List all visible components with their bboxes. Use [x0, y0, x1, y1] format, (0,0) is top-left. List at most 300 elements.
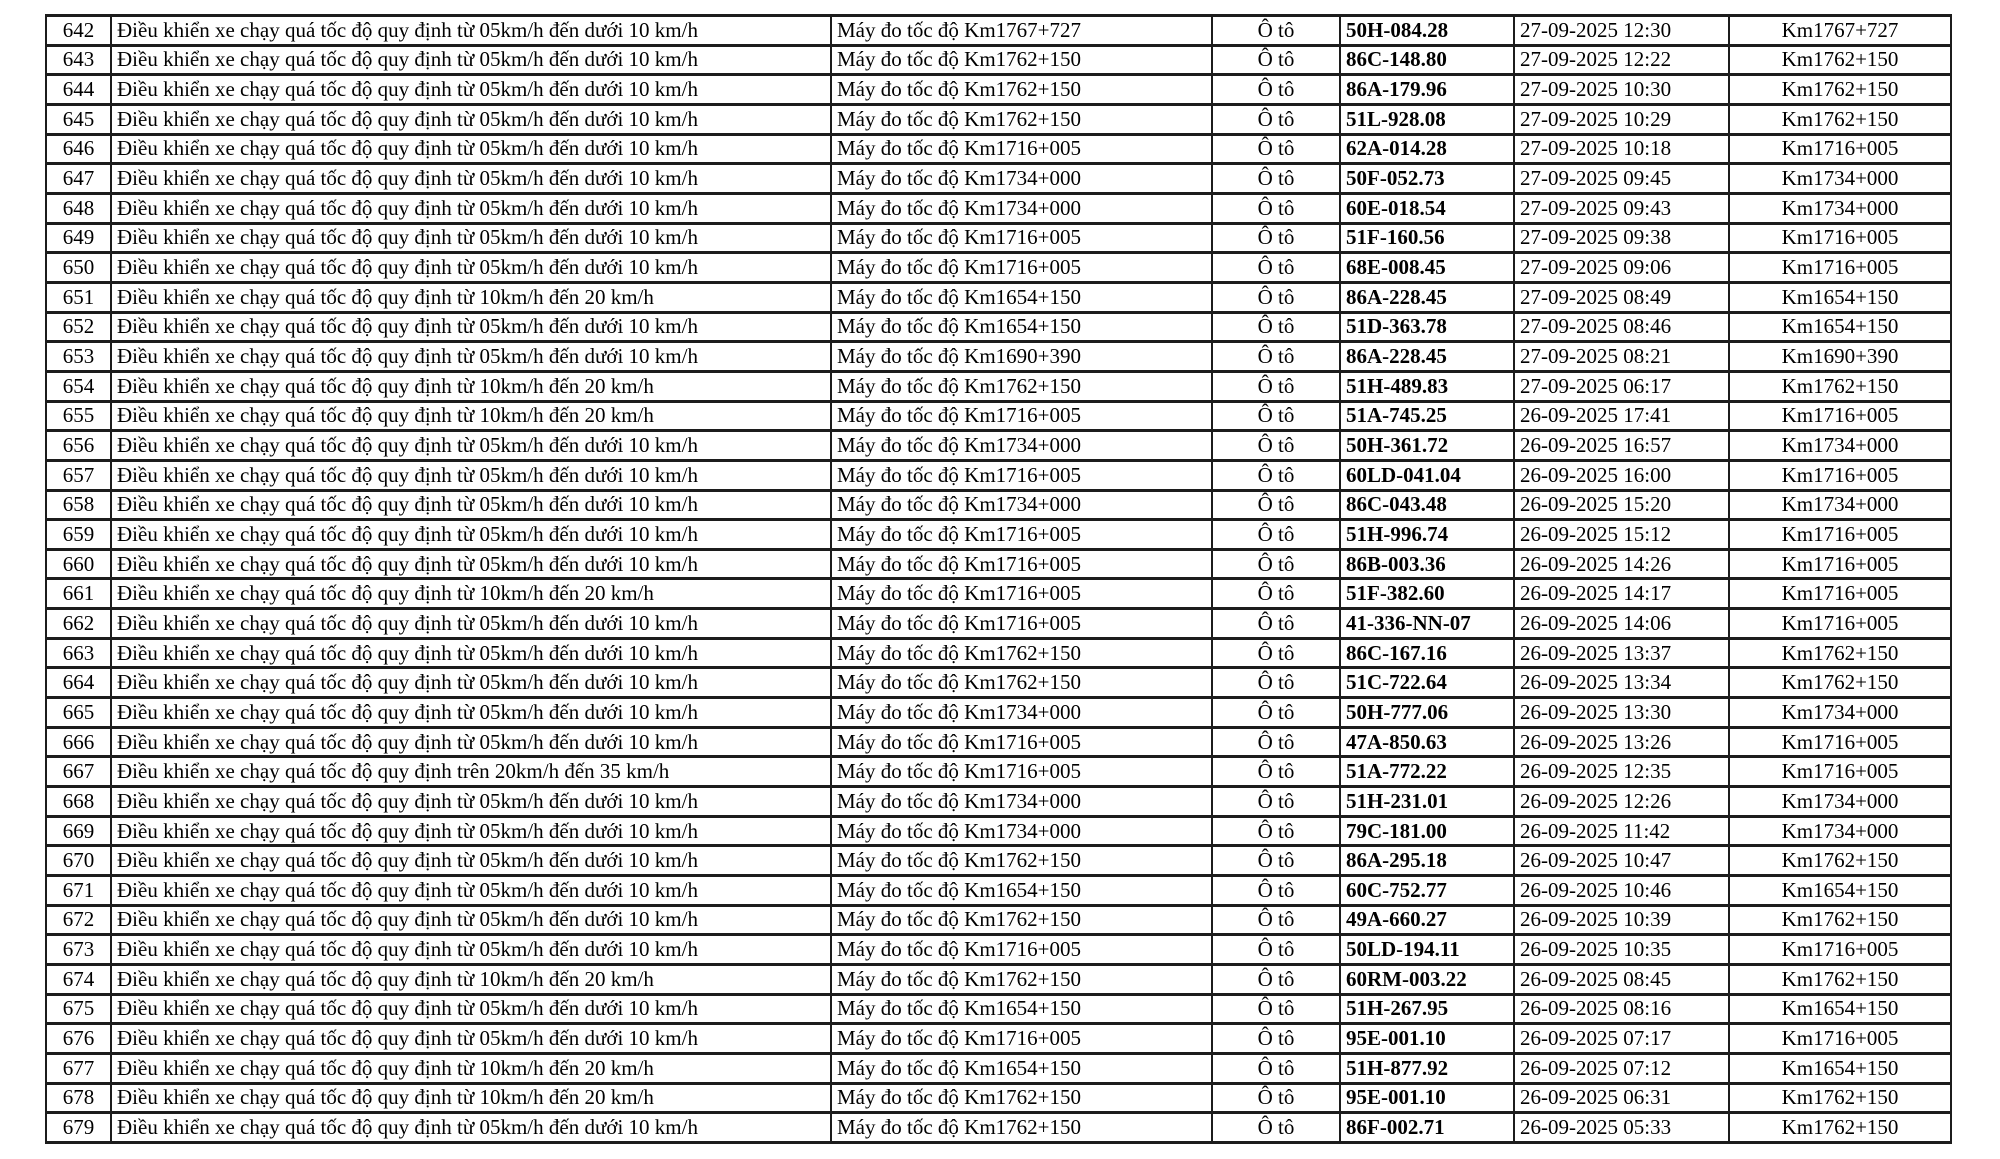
license-plate-cell: 51H-877.92 — [1340, 1053, 1514, 1083]
vehicle-type-cell: Ô tô — [1212, 520, 1340, 550]
location-cell: Km1716+005 — [1729, 579, 1951, 609]
table-row — [46, 698, 1951, 728]
violation-cell: Điều khiển xe chạy quá tốc độ quy định từ 05km/h đến dưới 10 km/h — [111, 935, 831, 965]
license-plate-cell: 51F-160.56 — [1340, 223, 1514, 253]
vehicle-type-cell: Ô tô — [1212, 1053, 1340, 1083]
datetime-cell: 26-09-2025 10:39 — [1514, 905, 1729, 935]
device-cell: Máy đo tốc độ Km1716+005 — [831, 520, 1212, 550]
violation-cell: Điều khiển xe chạy quá tốc độ quy định từ 05km/h đến dưới 10 km/h — [111, 698, 831, 728]
row-number-cell: 660 — [46, 549, 111, 579]
vehicle-type-cell: Ô tô — [1212, 965, 1340, 995]
location-cell: Km1762+150 — [1729, 104, 1951, 134]
device-cell: Máy đo tốc độ Km1716+005 — [831, 935, 1212, 965]
vehicle-type-cell: Ô tô — [1212, 816, 1340, 846]
device-cell: Máy đo tốc độ Km1762+150 — [831, 371, 1212, 401]
vehicle-type-cell: Ô tô — [1212, 846, 1340, 876]
vehicle-type-cell: Ô tô — [1212, 1113, 1340, 1143]
location-cell: Km1654+150 — [1729, 994, 1951, 1024]
device-cell: Máy đo tốc độ Km1762+150 — [831, 905, 1212, 935]
table-row — [46, 579, 1951, 609]
license-plate-cell: 50H-361.72 — [1340, 431, 1514, 461]
device-cell: Máy đo tốc độ Km1654+150 — [831, 282, 1212, 312]
license-plate-cell: 86A-228.45 — [1340, 282, 1514, 312]
device-cell: Máy đo tốc độ Km1716+005 — [831, 134, 1212, 164]
row-number-cell: 659 — [46, 520, 111, 550]
violation-cell: Điều khiển xe chạy quá tốc độ quy định từ 05km/h đến dưới 10 km/h — [111, 431, 831, 461]
datetime-cell: 26-09-2025 14:17 — [1514, 579, 1729, 609]
vehicle-type-cell: Ô tô — [1212, 490, 1340, 520]
datetime-cell: 27-09-2025 08:46 — [1514, 312, 1729, 342]
table-row — [46, 282, 1951, 312]
location-cell: Km1762+150 — [1729, 638, 1951, 668]
violation-cell: Điều khiển xe chạy quá tốc độ quy định từ 05km/h đến dưới 10 km/h — [111, 342, 831, 372]
vehicle-type-cell: Ô tô — [1212, 876, 1340, 906]
license-plate-cell: 95E-001.10 — [1340, 1024, 1514, 1054]
table-row — [46, 787, 1951, 817]
violation-cell: Điều khiển xe chạy quá tốc độ quy định từ 05km/h đến dưới 10 km/h — [111, 668, 831, 698]
row-number-cell: 678 — [46, 1083, 111, 1113]
license-plate-cell: 51H-231.01 — [1340, 787, 1514, 817]
license-plate-cell: 68E-008.45 — [1340, 253, 1514, 283]
location-cell: Km1654+150 — [1729, 312, 1951, 342]
table-row — [46, 994, 1951, 1024]
row-number-cell: 664 — [46, 668, 111, 698]
row-number-cell: 668 — [46, 787, 111, 817]
row-number-cell: 649 — [46, 223, 111, 253]
violation-cell: Điều khiển xe chạy quá tốc độ quy định từ 05km/h đến dưới 10 km/h — [111, 609, 831, 639]
table-row — [46, 609, 1951, 639]
violation-cell: Điều khiển xe chạy quá tốc độ quy định từ 10km/h đến 20 km/h — [111, 1083, 831, 1113]
datetime-cell: 26-09-2025 10:47 — [1514, 846, 1729, 876]
datetime-cell: 26-09-2025 16:00 — [1514, 460, 1729, 490]
device-cell: Máy đo tốc độ Km1716+005 — [831, 579, 1212, 609]
license-plate-cell: 51H-489.83 — [1340, 371, 1514, 401]
location-cell: Km1716+005 — [1729, 134, 1951, 164]
device-cell: Máy đo tốc độ Km1734+000 — [831, 431, 1212, 461]
table-row — [46, 16, 1951, 46]
device-cell: Máy đo tốc độ Km1734+000 — [831, 698, 1212, 728]
license-plate-cell: 51L-928.08 — [1340, 104, 1514, 134]
row-number-cell: 670 — [46, 846, 111, 876]
table-row — [46, 75, 1951, 105]
location-cell: Km1654+150 — [1729, 282, 1951, 312]
device-cell: Máy đo tốc độ Km1716+005 — [831, 757, 1212, 787]
violation-cell: Điều khiển xe chạy quá tốc độ quy định từ 05km/h đến dưới 10 km/h — [111, 193, 831, 223]
vehicle-type-cell: Ô tô — [1212, 579, 1340, 609]
datetime-cell: 27-09-2025 12:30 — [1514, 16, 1729, 46]
row-number-cell: 667 — [46, 757, 111, 787]
vehicle-type-cell: Ô tô — [1212, 757, 1340, 787]
table-row — [46, 668, 1951, 698]
device-cell: Máy đo tốc độ Km1654+150 — [831, 876, 1212, 906]
table-row — [46, 134, 1951, 164]
license-plate-cell: 86B-003.36 — [1340, 549, 1514, 579]
license-plate-cell: 50F-052.73 — [1340, 164, 1514, 194]
datetime-cell: 26-09-2025 12:35 — [1514, 757, 1729, 787]
row-number-cell: 662 — [46, 609, 111, 639]
device-cell: Máy đo tốc độ Km1716+005 — [831, 549, 1212, 579]
violation-cell: Điều khiển xe chạy quá tốc độ quy định từ 10km/h đến 20 km/h — [111, 965, 831, 995]
table-row — [46, 45, 1951, 75]
vehicle-type-cell: Ô tô — [1212, 787, 1340, 817]
license-plate-cell: 50H-777.06 — [1340, 698, 1514, 728]
row-number-cell: 654 — [46, 371, 111, 401]
row-number-cell: 655 — [46, 401, 111, 431]
datetime-cell: 27-09-2025 08:49 — [1514, 282, 1729, 312]
table-row — [46, 1083, 1951, 1113]
location-cell: Km1716+005 — [1729, 935, 1951, 965]
device-cell: Máy đo tốc độ Km1734+000 — [831, 816, 1212, 846]
license-plate-cell: 51H-267.95 — [1340, 994, 1514, 1024]
vehicle-type-cell: Ô tô — [1212, 342, 1340, 372]
location-cell: Km1734+000 — [1729, 698, 1951, 728]
device-cell: Máy đo tốc độ Km1734+000 — [831, 787, 1212, 817]
violation-cell: Điều khiển xe chạy quá tốc độ quy định từ 05km/h đến dưới 10 km/h — [111, 994, 831, 1024]
location-cell: Km1734+000 — [1729, 816, 1951, 846]
row-number-cell: 666 — [46, 727, 111, 757]
row-number-cell: 652 — [46, 312, 111, 342]
table-row — [46, 164, 1951, 194]
location-cell: Km1767+727 — [1729, 16, 1951, 46]
location-cell: Km1762+150 — [1729, 75, 1951, 105]
datetime-cell: 26-09-2025 13:34 — [1514, 668, 1729, 698]
datetime-cell: 27-09-2025 09:43 — [1514, 193, 1729, 223]
license-plate-cell: 47A-850.63 — [1340, 727, 1514, 757]
row-number-cell: 651 — [46, 282, 111, 312]
vehicle-type-cell: Ô tô — [1212, 16, 1340, 46]
location-cell: Km1734+000 — [1729, 431, 1951, 461]
license-plate-cell: 60E-018.54 — [1340, 193, 1514, 223]
datetime-cell: 26-09-2025 14:06 — [1514, 609, 1729, 639]
violation-cell: Điều khiển xe chạy quá tốc độ quy định từ 10km/h đến 20 km/h — [111, 401, 831, 431]
vehicle-type-cell: Ô tô — [1212, 75, 1340, 105]
license-plate-cell: 49A-660.27 — [1340, 905, 1514, 935]
vehicle-type-cell: Ô tô — [1212, 253, 1340, 283]
license-plate-cell: 51D-363.78 — [1340, 312, 1514, 342]
vehicle-type-cell: Ô tô — [1212, 282, 1340, 312]
vehicle-type-cell: Ô tô — [1212, 727, 1340, 757]
violation-cell: Điều khiển xe chạy quá tốc độ quy định từ 05km/h đến dưới 10 km/h — [111, 905, 831, 935]
license-plate-cell: 86F-002.71 — [1340, 1113, 1514, 1143]
location-cell: Km1762+150 — [1729, 45, 1951, 75]
violation-cell: Điều khiển xe chạy quá tốc độ quy định từ 05km/h đến dưới 10 km/h — [111, 846, 831, 876]
violation-cell: Điều khiển xe chạy quá tốc độ quy định từ 05km/h đến dưới 10 km/h — [111, 312, 831, 342]
violation-cell: Điều khiển xe chạy quá tốc độ quy định từ 05km/h đến dưới 10 km/h — [111, 1113, 831, 1143]
datetime-cell: 27-09-2025 10:29 — [1514, 104, 1729, 134]
location-cell: Km1734+000 — [1729, 193, 1951, 223]
violation-cell: Điều khiển xe chạy quá tốc độ quy định từ 05km/h đến dưới 10 km/h — [111, 549, 831, 579]
vehicle-type-cell: Ô tô — [1212, 193, 1340, 223]
datetime-cell: 26-09-2025 07:12 — [1514, 1053, 1729, 1083]
row-number-cell: 648 — [46, 193, 111, 223]
violation-cell: Điều khiển xe chạy quá tốc độ quy định từ 05km/h đến dưới 10 km/h — [111, 520, 831, 550]
location-cell: Km1762+150 — [1729, 371, 1951, 401]
device-cell: Máy đo tốc độ Km1690+390 — [831, 342, 1212, 372]
table-row — [46, 431, 1951, 461]
device-cell: Máy đo tốc độ Km1762+150 — [831, 638, 1212, 668]
device-cell: Máy đo tốc độ Km1654+150 — [831, 312, 1212, 342]
location-cell: Km1734+000 — [1729, 164, 1951, 194]
location-cell: Km1716+005 — [1729, 757, 1951, 787]
row-number-cell: 642 — [46, 16, 111, 46]
violation-cell: Điều khiển xe chạy quá tốc độ quy định từ 05km/h đến dưới 10 km/h — [111, 164, 831, 194]
license-plate-cell: 79C-181.00 — [1340, 816, 1514, 846]
violation-cell: Điều khiển xe chạy quá tốc độ quy định từ 05km/h đến dưới 10 km/h — [111, 45, 831, 75]
license-plate-cell: 51H-996.74 — [1340, 520, 1514, 550]
location-cell: Km1762+150 — [1729, 965, 1951, 995]
row-number-cell: 663 — [46, 638, 111, 668]
device-cell: Máy đo tốc độ Km1734+000 — [831, 490, 1212, 520]
device-cell: Máy đo tốc độ Km1716+005 — [831, 460, 1212, 490]
table-row — [46, 757, 1951, 787]
table-row — [46, 846, 1951, 876]
datetime-cell: 26-09-2025 16:57 — [1514, 431, 1729, 461]
device-cell: Máy đo tốc độ Km1762+150 — [831, 965, 1212, 995]
datetime-cell: 27-09-2025 06:17 — [1514, 371, 1729, 401]
vehicle-type-cell: Ô tô — [1212, 994, 1340, 1024]
table-row — [46, 905, 1951, 935]
violation-cell: Điều khiển xe chạy quá tốc độ quy định từ 05km/h đến dưới 10 km/h — [111, 16, 831, 46]
datetime-cell: 26-09-2025 11:42 — [1514, 816, 1729, 846]
vehicle-type-cell: Ô tô — [1212, 935, 1340, 965]
datetime-cell: 26-09-2025 15:20 — [1514, 490, 1729, 520]
device-cell: Máy đo tốc độ Km1716+005 — [831, 1024, 1212, 1054]
table-row — [46, 253, 1951, 283]
vehicle-type-cell: Ô tô — [1212, 223, 1340, 253]
row-number-cell: 672 — [46, 905, 111, 935]
device-cell: Máy đo tốc độ Km1654+150 — [831, 1053, 1212, 1083]
datetime-cell: 26-09-2025 15:12 — [1514, 520, 1729, 550]
license-plate-cell: 51A-745.25 — [1340, 401, 1514, 431]
location-cell: Km1762+150 — [1729, 905, 1951, 935]
device-cell: Máy đo tốc độ Km1762+150 — [831, 1113, 1212, 1143]
location-cell: Km1716+005 — [1729, 727, 1951, 757]
datetime-cell: 26-09-2025 08:16 — [1514, 994, 1729, 1024]
location-cell: Km1716+005 — [1729, 460, 1951, 490]
row-number-cell: 674 — [46, 965, 111, 995]
license-plate-cell: 60C-752.77 — [1340, 876, 1514, 906]
table-row — [46, 876, 1951, 906]
location-cell: Km1654+150 — [1729, 876, 1951, 906]
table-row — [46, 223, 1951, 253]
row-number-cell: 646 — [46, 134, 111, 164]
row-number-cell: 656 — [46, 431, 111, 461]
license-plate-cell: 41-336-NN-07 — [1340, 609, 1514, 639]
vehicle-type-cell: Ô tô — [1212, 371, 1340, 401]
violation-cell: Điều khiển xe chạy quá tốc độ quy định từ 10km/h đến 20 km/h — [111, 579, 831, 609]
violation-cell: Điều khiển xe chạy quá tốc độ quy định từ 05km/h đến dưới 10 km/h — [111, 727, 831, 757]
row-number-cell: 645 — [46, 104, 111, 134]
row-number-cell: 658 — [46, 490, 111, 520]
row-number-cell: 657 — [46, 460, 111, 490]
datetime-cell: 26-09-2025 14:26 — [1514, 549, 1729, 579]
device-cell: Máy đo tốc độ Km1716+005 — [831, 253, 1212, 283]
location-cell: Km1762+150 — [1729, 1113, 1951, 1143]
row-number-cell: 650 — [46, 253, 111, 283]
row-number-cell: 661 — [46, 579, 111, 609]
vehicle-type-cell: Ô tô — [1212, 638, 1340, 668]
datetime-cell: 26-09-2025 05:33 — [1514, 1113, 1729, 1143]
location-cell: Km1716+005 — [1729, 401, 1951, 431]
device-cell: Máy đo tốc độ Km1716+005 — [831, 401, 1212, 431]
vehicle-type-cell: Ô tô — [1212, 609, 1340, 639]
violation-cell: Điều khiển xe chạy quá tốc độ quy định trên 20km/h đến 35 km/h — [111, 757, 831, 787]
license-plate-cell: 51A-772.22 — [1340, 757, 1514, 787]
license-plate-cell: 51C-722.64 — [1340, 668, 1514, 698]
row-number-cell: 679 — [46, 1113, 111, 1143]
device-cell: Máy đo tốc độ Km1762+150 — [831, 45, 1212, 75]
row-number-cell: 676 — [46, 1024, 111, 1054]
license-plate-cell: 86A-295.18 — [1340, 846, 1514, 876]
location-cell: Km1762+150 — [1729, 1083, 1951, 1113]
violation-cell: Điều khiển xe chạy quá tốc độ quy định từ 10km/h đến 20 km/h — [111, 1053, 831, 1083]
violation-cell: Điều khiển xe chạy quá tốc độ quy định từ 10km/h đến 20 km/h — [111, 282, 831, 312]
vehicle-type-cell: Ô tô — [1212, 104, 1340, 134]
datetime-cell: 26-09-2025 08:45 — [1514, 965, 1729, 995]
row-number-cell: 673 — [46, 935, 111, 965]
table-row — [46, 727, 1951, 757]
violation-cell: Điều khiển xe chạy quá tốc độ quy định từ 05km/h đến dưới 10 km/h — [111, 253, 831, 283]
violation-cell: Điều khiển xe chạy quá tốc độ quy định từ 05km/h đến dưới 10 km/h — [111, 460, 831, 490]
table-row — [46, 401, 1951, 431]
row-number-cell: 677 — [46, 1053, 111, 1083]
license-plate-cell: 50LD-194.11 — [1340, 935, 1514, 965]
row-number-cell: 643 — [46, 45, 111, 75]
row-number-cell: 675 — [46, 994, 111, 1024]
table-row — [46, 1113, 1951, 1143]
datetime-cell: 26-09-2025 12:26 — [1514, 787, 1729, 817]
location-cell: Km1716+005 — [1729, 609, 1951, 639]
device-cell: Máy đo tốc độ Km1654+150 — [831, 994, 1212, 1024]
table-row — [46, 1024, 1951, 1054]
table-row — [46, 193, 1951, 223]
device-cell: Máy đo tốc độ Km1767+727 — [831, 16, 1212, 46]
table-row — [46, 312, 1951, 342]
vehicle-type-cell: Ô tô — [1212, 905, 1340, 935]
datetime-cell: 27-09-2025 09:06 — [1514, 253, 1729, 283]
row-number-cell: 647 — [46, 164, 111, 194]
device-cell: Máy đo tốc độ Km1716+005 — [831, 727, 1212, 757]
license-plate-cell: 51F-382.60 — [1340, 579, 1514, 609]
datetime-cell: 27-09-2025 08:21 — [1514, 342, 1729, 372]
location-cell: Km1654+150 — [1729, 1053, 1951, 1083]
location-cell: Km1734+000 — [1729, 490, 1951, 520]
vehicle-type-cell: Ô tô — [1212, 460, 1340, 490]
license-plate-cell: 86C-043.48 — [1340, 490, 1514, 520]
table-row — [46, 965, 1951, 995]
table-row — [46, 549, 1951, 579]
location-cell: Km1716+005 — [1729, 223, 1951, 253]
row-number-cell: 644 — [46, 75, 111, 105]
violations-table — [45, 14, 1952, 1144]
device-cell: Máy đo tốc độ Km1762+150 — [831, 75, 1212, 105]
datetime-cell: 27-09-2025 10:18 — [1514, 134, 1729, 164]
datetime-cell: 27-09-2025 09:45 — [1514, 164, 1729, 194]
datetime-cell: 26-09-2025 10:46 — [1514, 876, 1729, 906]
vehicle-type-cell: Ô tô — [1212, 401, 1340, 431]
vehicle-type-cell: Ô tô — [1212, 668, 1340, 698]
violation-cell: Điều khiển xe chạy quá tốc độ quy định từ 05km/h đến dưới 10 km/h — [111, 223, 831, 253]
datetime-cell: 26-09-2025 13:30 — [1514, 698, 1729, 728]
device-cell: Máy đo tốc độ Km1716+005 — [831, 223, 1212, 253]
row-number-cell: 671 — [46, 876, 111, 906]
datetime-cell: 26-09-2025 06:31 — [1514, 1083, 1729, 1113]
license-plate-cell: 62A-014.28 — [1340, 134, 1514, 164]
license-plate-cell: 86A-179.96 — [1340, 75, 1514, 105]
location-cell: Km1690+390 — [1729, 342, 1951, 372]
location-cell: Km1762+150 — [1729, 668, 1951, 698]
datetime-cell: 27-09-2025 10:30 — [1514, 75, 1729, 105]
datetime-cell: 26-09-2025 07:17 — [1514, 1024, 1729, 1054]
violation-cell: Điều khiển xe chạy quá tốc độ quy định từ 05km/h đến dưới 10 km/h — [111, 638, 831, 668]
row-number-cell: 669 — [46, 816, 111, 846]
license-plate-cell: 95E-001.10 — [1340, 1083, 1514, 1113]
vehicle-type-cell: Ô tô — [1212, 431, 1340, 461]
vehicle-type-cell: Ô tô — [1212, 1024, 1340, 1054]
license-plate-cell: 86A-228.45 — [1340, 342, 1514, 372]
device-cell: Máy đo tốc độ Km1762+150 — [831, 104, 1212, 134]
table-row — [46, 520, 1951, 550]
datetime-cell: 27-09-2025 09:38 — [1514, 223, 1729, 253]
location-cell: Km1716+005 — [1729, 1024, 1951, 1054]
vehicle-type-cell: Ô tô — [1212, 164, 1340, 194]
violation-cell: Điều khiển xe chạy quá tốc độ quy định từ 05km/h đến dưới 10 km/h — [111, 787, 831, 817]
row-number-cell: 653 — [46, 342, 111, 372]
violation-cell: Điều khiển xe chạy quá tốc độ quy định từ 10km/h đến 20 km/h — [111, 371, 831, 401]
violation-cell: Điều khiển xe chạy quá tốc độ quy định từ 05km/h đến dưới 10 km/h — [111, 134, 831, 164]
table-row — [46, 816, 1951, 846]
violation-cell: Điều khiển xe chạy quá tốc độ quy định từ 05km/h đến dưới 10 km/h — [111, 490, 831, 520]
license-plate-cell: 60RM-003.22 — [1340, 965, 1514, 995]
vehicle-type-cell: Ô tô — [1212, 549, 1340, 579]
device-cell: Máy đo tốc độ Km1762+150 — [831, 1083, 1212, 1113]
violation-cell: Điều khiển xe chạy quá tốc độ quy định từ 05km/h đến dưới 10 km/h — [111, 75, 831, 105]
table-row — [46, 104, 1951, 134]
vehicle-type-cell: Ô tô — [1212, 698, 1340, 728]
vehicle-type-cell: Ô tô — [1212, 312, 1340, 342]
table-row — [46, 935, 1951, 965]
device-cell: Máy đo tốc độ Km1734+000 — [831, 193, 1212, 223]
vehicle-type-cell: Ô tô — [1212, 1083, 1340, 1113]
vehicle-type-cell: Ô tô — [1212, 45, 1340, 75]
license-plate-cell: 60LD-041.04 — [1340, 460, 1514, 490]
location-cell: Km1762+150 — [1729, 846, 1951, 876]
device-cell: Máy đo tốc độ Km1762+150 — [831, 668, 1212, 698]
location-cell: Km1734+000 — [1729, 787, 1951, 817]
table-row — [46, 342, 1951, 372]
table-row — [46, 371, 1951, 401]
license-plate-cell: 50H-084.28 — [1340, 16, 1514, 46]
datetime-cell: 26-09-2025 17:41 — [1514, 401, 1729, 431]
datetime-cell: 26-09-2025 13:37 — [1514, 638, 1729, 668]
row-number-cell: 665 — [46, 698, 111, 728]
device-cell: Máy đo tốc độ Km1762+150 — [831, 846, 1212, 876]
violation-cell: Điều khiển xe chạy quá tốc độ quy định từ 05km/h đến dưới 10 km/h — [111, 816, 831, 846]
table-row — [46, 460, 1951, 490]
violations-table-body — [46, 16, 1951, 1143]
license-plate-cell: 86C-148.80 — [1340, 45, 1514, 75]
location-cell: Km1716+005 — [1729, 253, 1951, 283]
device-cell: Máy đo tốc độ Km1716+005 — [831, 609, 1212, 639]
datetime-cell: 26-09-2025 13:26 — [1514, 727, 1729, 757]
datetime-cell: 27-09-2025 12:22 — [1514, 45, 1729, 75]
violation-cell: Điều khiển xe chạy quá tốc độ quy định từ 05km/h đến dưới 10 km/h — [111, 876, 831, 906]
table-row — [46, 638, 1951, 668]
location-cell: Km1716+005 — [1729, 549, 1951, 579]
device-cell: Máy đo tốc độ Km1734+000 — [831, 164, 1212, 194]
vehicle-type-cell: Ô tô — [1212, 134, 1340, 164]
datetime-cell: 26-09-2025 10:35 — [1514, 935, 1729, 965]
